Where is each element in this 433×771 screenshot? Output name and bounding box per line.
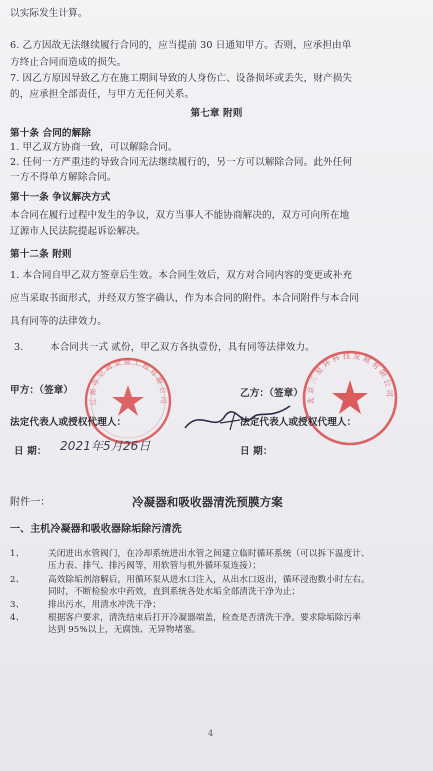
step-number: 4、 [10, 613, 25, 623]
step-line: 排出污水，用清水冲洗干净； [48, 600, 162, 610]
article-12-item-1-cont: 应当采取书面形式，并经双方签字确认，作为本合同的附件。本合同附件与本合同 [10, 293, 359, 304]
step-line: 关闭进出水管阀门，在冷却系统进出水管之间建立临时循环系统（可以拆下温度计、 [48, 549, 370, 559]
date-a-label: 日 期： [14, 446, 47, 457]
step-line: 高效除垢剂溶解后，用循环泵从进水口注入，从出水口返出，循环浸泡数小时左右。 [48, 575, 370, 585]
step-number: 2、 [10, 575, 25, 585]
company-seal-b [300, 348, 400, 448]
svg-text:北 京 三 星 环 科 技 发 展 有 限 公 司: 北 京 三 星 环 科 技 发 展 有 限 公 司 [305, 351, 395, 406]
article-12-title: 第十二条 附则 [10, 249, 72, 260]
rep-a-label: 法定代表人或授权代理人： [10, 417, 127, 428]
article-11-body-cont: 辽源市人民法院提起诉讼解决。 [10, 226, 146, 237]
article-12-item-3: 本合同共一式 贰份，甲乙双方各执壹份，具有同等法律效力。 [50, 342, 315, 353]
clause-7-cont: 的，应承担全部责任，与甲方无任何关系。 [10, 89, 195, 100]
svg-text:辽 源 市 空 调 安 装 工 程 有 限 公 司: 辽 源 市 空 调 安 装 工 程 有 限 公 司 [88, 357, 168, 406]
article-10-title: 第十条 合同的解除 [10, 128, 91, 139]
attachment-title: 冷凝器和吸收器清洗预膜方案 [132, 495, 283, 509]
rep-b-label: 法定代表人或授权代理人： [240, 417, 357, 428]
section-heading: 一、主机冷凝器和吸收器除垢除污清洗 [10, 524, 182, 535]
party-a-label: 甲方：（签章） [10, 385, 74, 396]
article-12-item-1: 1. 本合同自甲乙双方签章后生效。本合同生效后，双方对合同内容的变更或补充 [10, 270, 353, 281]
company-seal-a [82, 355, 174, 447]
step-line: 达到 95%以上，无腐蚀、无异物堵塞。 [48, 625, 201, 635]
step-number: 3、 [10, 600, 25, 610]
date-b-label: 日 期： [240, 446, 273, 457]
step-line: 同时，不断检验水中药效，直到系统各处水垢全部清洗干净为止； [48, 587, 301, 597]
clause-6: 6. 乙方因故无法继续履行合同的，应当提前 30 日通知甲方。否则，应承担由单 [10, 40, 352, 51]
page-number: 4 [208, 729, 214, 738]
article-10-item-1: 1. 甲乙双方协商一致，可以解除合同。 [10, 142, 178, 153]
party-b-label: 乙方：（签章） [240, 388, 304, 399]
article-10-item-2: 2. 任何一方严重违约导致合同无法继续履行的，另一方可以解除合同。此外任何 [10, 157, 353, 168]
attachment-label: 附件一： [10, 497, 51, 508]
text-line: 以实际发生计算。 [10, 8, 88, 19]
signature [180, 398, 300, 438]
step-line: 压力表、排气、排污阀等，用软管与机外循环泵连接）； [48, 561, 262, 571]
clause-6-cont: 方终止合同而造成的损失。 [10, 57, 127, 68]
step-number: 1、 [10, 549, 25, 559]
article-10-item-2-cont: 一方不得单方解除合同。 [10, 172, 117, 183]
clause-7: 7. 因乙方原因导致乙方在施工期间导致的人身伤亡、设备损坏或丢失，财产损失 [10, 73, 353, 84]
step-line: 根据客户要求，清洗结束后打开冷凝器端盖，检查是否清洗干净。要求除垢除污率 [48, 613, 361, 623]
date-a-value: 2021年5月26日 [60, 439, 151, 453]
article-11-body: 本合同在履行过程中发生的争议，双方当事人不能协商解决的，双方可向所在地 [10, 210, 350, 221]
article-12-item-3-num: 3. [14, 342, 24, 353]
article-12-item-1-cont2: 具有同等的法律效力。 [10, 316, 107, 327]
chapter-heading: 第七章 附则 [190, 108, 243, 119]
article-11-title: 第十一条 争议解决方式 [10, 192, 111, 203]
